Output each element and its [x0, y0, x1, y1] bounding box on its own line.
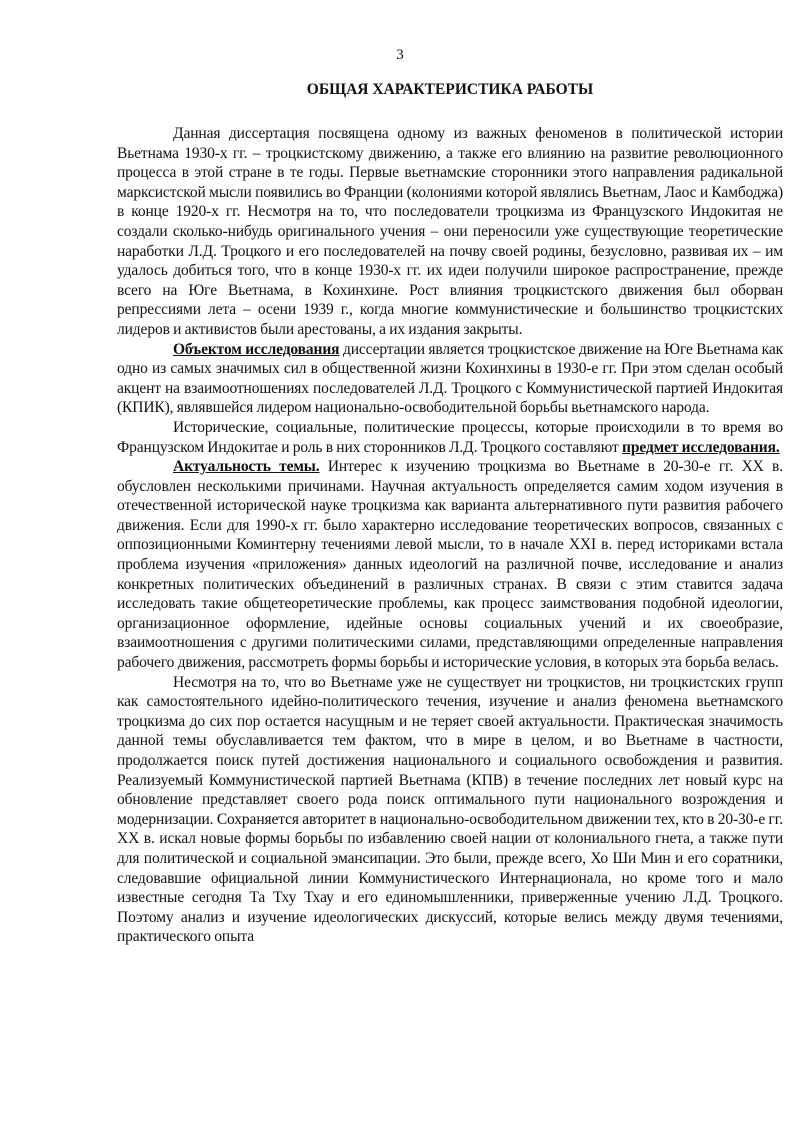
paragraph-object: [117, 340, 783, 418]
paragraph-subject: [117, 418, 783, 457]
keyword-object: Объектом исследования: [173, 340, 340, 358]
paragraph-object-text: диссертации является троцкистское движение на Юге Вьетнама как одно из самых значимых сил в общественной жизни Кохинхины в 1930-е гг. При этом сделан особый акцент на взаимоотношениях последователей Л.Д. Троцкого с Коммунистической партией Индокитая (КПИК), являвшейся лидером национально-освободительной борьбы вьетнамского народа.: [117, 340, 783, 417]
keyword-relevance: Актуальность темы.: [173, 458, 320, 476]
document-body: [117, 124, 783, 947]
paragraph-relevance: [117, 457, 783, 673]
page-title: ОБЩАЯ ХАРАКТЕРИСТИКА РАБОТЫ: [306, 81, 594, 98]
paragraph-intro: Данная диссертация посвящена одному из важных феноменов в политической истории Вьетнама 1930-х гг. – троцкистскому движению, а также его влиянию на развитие революционного процесса в этой стране в те годы. Первые вьетнамские сторонники этого направления радикальной марксистской мысли появились во Франции (колониями которой являлись Вьетнам, Лаос и Камбоджа) в конце 1920-х гг. Несмотря на то, что последователи троцкизма из Французского Индокитая не создали сколько-нибудь оригинального учения – они переносили уже существующие теоретические наработки Л.Д. Троцкого и его последователей на почву своей родины, безусловно, развивая их – им удалось добиться того, что в конце 1930-х гг. их идеи получили широкое распространение, прежде всего на Юге Вьетнама, в Кохинхине. Рост влияния троцкистского движения был оборван репрессиями лета – осени 1939 г., когда многие коммунистические и большинство троцкистских лидеров и активистов были арестованы, а их издания закрыты.: [117, 125, 783, 338]
paragraph-subject-text: Исторические, социальные, политические процессы, которые происходили в то время во Французском Индокитае и роль в них сторонников Л.Д. Троцкого составляют: [117, 418, 783, 456]
paragraph-relevance-text: Интерес к изучению троцкизма во Вьетнаме в 20-30-е гг. XX в. обусловлен несколькими причинами. Научная актуальность определяется самим ходом изучения в отечественной исторической науке троцкизма как варианта альтернативного пути развития рабочего движения. Если для 1990-х гг. было характерно исследование теоретических вопросов, связанных с оппозиционными Коминтерну течениями левой мысли, то в начале XXI в. перед историками встала проблема изучения «приложения» данных идеологий на различной почве, исследование и анализ конкретных политических объединений в различных странах. В связи с этим ставится задача исследовать такие общетеоретические проблемы, как процесс заимствования подобной идеологии, организационное оформление, идейные основы социальных учений и их своеобразие, взаимоотношения с другими политическими силами, представляющими определенные направления рабочего движения, рассмотреть формы борьбы и исторические условия, в которых эта борьба велась.: [117, 458, 784, 672]
paragraph-significance: Несмотря на то, что во Вьетнаме уже не существует ни троцкистов, ни троцкистских групп как самостоятельного идейно-политического течения, изучение и анализ феномена вьетнамского троцкизма до сих пор остается насущным и не теряет своей актуальности. Практическая значимость данной темы обуславливается тем фактом, что в мире в целом, и во Вьетнаме в частности, продолжается поиск путей достижения национального и социального освобождения и развития. Реализуемый Коммунистической партией Вьетнама (КПВ) в течение последних лет новый курс на обновление представляет своего рода поиск оптимального пути национального возрождения и модернизации. Сохраняется авторитет в национально-освободительном движении тех, кто в 20-30-е гг. XX в. искал новые формы борьбы по избавлению своей нации от колониального гнета, а также пути для политической и социальной эмансипации. Это были, прежде всего, Хо Ши Мин и его соратники, следовавшие официальной линии Коммунистического Интернационала, но кроме того и мало известные сегодня Та Тху Тхау и его единомышленники, приверженные учению Л.Д. Троцкого. Поэтому анализ и изучение идеологических дискуссий, которые велись между двумя течениями, практического опыта: [117, 673, 783, 946]
page-number: 3: [396, 47, 404, 63]
keyword-subject: предмет исследования.: [622, 438, 780, 456]
